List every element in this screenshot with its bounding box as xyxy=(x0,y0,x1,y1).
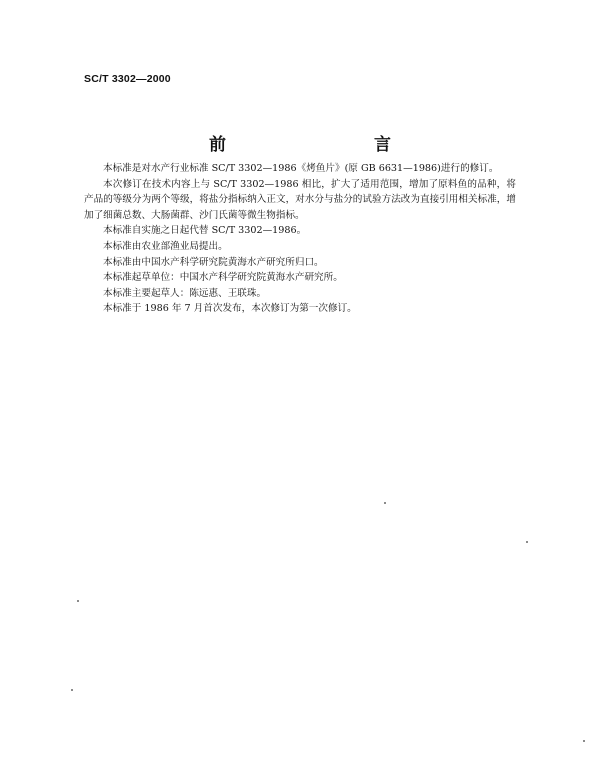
scan-speck xyxy=(77,600,79,602)
paragraph-revision-basis: 本标准是对水产行业标准 SC/T 3302—1986《烤鱼片》(原 GB 6631—1986)进行的修订。 xyxy=(103,163,499,174)
scan-speck xyxy=(526,541,528,543)
paragraph-revision-changes: 本次修订在技术内容上与 SC/T 3302—1986 相比，扩大了适用范围，增加了原料鱼的品种，将产品的等级分为两个等级，将盐分指标纳入正文，对水分与盐分的试验方法改为直接引用相关标准，增加了细菌总数、大肠菌群、沙门氏菌等微生物指标。 xyxy=(84,178,516,221)
paragraph-centralized: 本标准由中国水产科学研究院黄海水产研究所归口。 xyxy=(103,256,324,268)
paragraph-proposer: 本标准由农业部渔业局提出。 xyxy=(103,240,228,252)
paragraph-drafters: 本标准主要起草人：陈远惠、王联珠。 xyxy=(103,287,267,299)
section-title: 前 言 xyxy=(209,135,429,155)
scan-speck xyxy=(583,740,585,742)
foreword-body xyxy=(84,161,516,317)
scan-speck xyxy=(71,689,73,691)
standard-code: SC/T 3302—2000 xyxy=(84,73,171,85)
paragraph-replacement: 本标准自实施之日起代替 SC/T 3302—1986。 xyxy=(103,225,307,237)
scan-speck xyxy=(384,502,386,504)
paragraph-drafting-unit: 本标准起草单位：中国水产科学研究院黄海水产研究所。 xyxy=(103,272,343,284)
paragraph-first-issue: 本标准于 1986 年 7 月首次发布，本次修订为第一次修订。 xyxy=(103,303,357,315)
